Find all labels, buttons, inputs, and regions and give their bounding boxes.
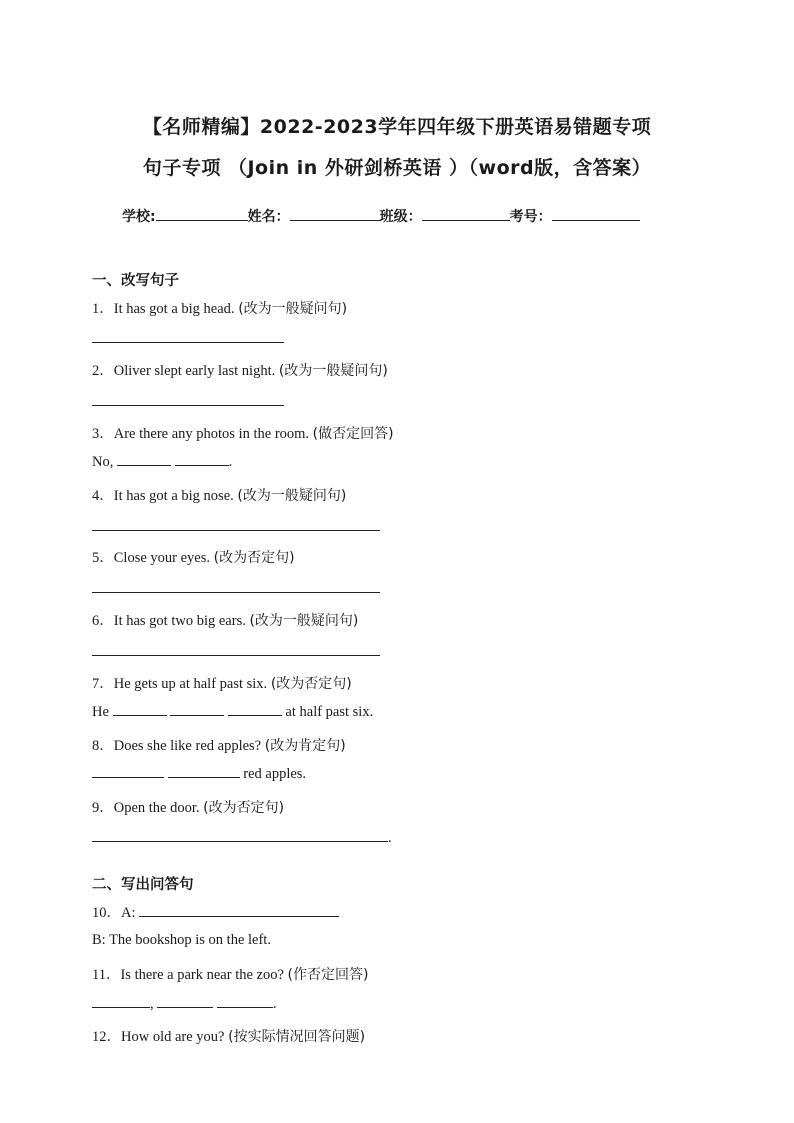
question-instruction: (改为否定句) [203,800,285,816]
answer-blank[interactable] [217,995,273,1008]
question-text: A: [121,905,140,921]
answer-blank[interactable] [168,765,240,778]
question-number: 8． [92,738,114,754]
question-text: How old are you? [121,1029,229,1045]
answer-line-6[interactable] [92,655,380,656]
answer-suffix: at half past six. [285,704,374,720]
question-number: 1． [92,301,114,317]
question-instruction: (按实际情况回答问题) [228,1029,366,1045]
question-instruction: (作否定回答) [287,967,369,983]
question-2 [92,359,388,380]
question-text: Close your eyes. [113,550,214,566]
question-number: 12． [92,1029,121,1045]
answer-blank[interactable] [170,703,224,716]
section-heading-qa: 二、写出问答句 [92,877,194,893]
question-text: It has got two big ears. [113,613,250,629]
answer-prefix: No, [92,454,114,470]
question-text: It has got a big head. [113,301,239,317]
name-blank[interactable] [290,206,380,221]
question-12 [92,1025,365,1046]
answer-row-10: B: The bookshop is on the left. [92,932,271,948]
question-number: 4． [92,488,114,504]
question-8 [92,734,346,755]
answer-suffix: . [388,830,392,846]
student-info-row [122,206,640,226]
question-4 [92,484,346,505]
section-heading-rewrite: 一、改写句子 [92,273,179,289]
name-label: 姓名： [247,209,290,225]
answer-blank[interactable] [117,453,171,466]
question-text: Is there a park near the zoo? [120,967,288,983]
question-number: 2． [92,363,114,379]
question-number: 11． [92,967,121,983]
question-9 [92,796,284,817]
answer-suffix: . [272,996,277,1012]
exam-no-blank[interactable] [552,206,640,221]
answer-line-2[interactable] [92,405,284,406]
answer-blank[interactable] [92,995,150,1008]
answer-prefix: He [92,704,109,720]
question-11 [92,963,368,984]
answer-suffix: . [228,454,233,470]
title-line-2: 句子专项 （Join in 外研剑桥英语 ）（word版，含答案） [142,157,652,179]
answer-blank[interactable] [175,453,229,466]
question-6 [92,609,358,630]
school-label: 学校: [122,209,156,225]
class-label: 班级： [379,209,422,225]
question-text: Open the door. [113,800,204,816]
question-number: 9． [92,800,114,816]
answer-blank[interactable] [92,829,388,842]
question-instruction: (改为一般疑问句) [238,301,348,317]
question-7 [92,672,352,693]
question-number: 10． [92,905,121,921]
question-instruction: (改为否定句) [270,676,352,692]
question-number: 6． [92,613,114,629]
answer-row-11 [92,995,277,1013]
answer-blank[interactable] [92,765,164,778]
question-instruction: (改为一般疑问句) [278,363,388,379]
question-1 [92,297,347,318]
question-5 [92,546,295,567]
title-line-1: 【名师精编】2022-2023学年四年级下册英语易错题专项 [142,116,652,138]
question-instruction: (改为一般疑问句) [249,613,359,629]
answer-line-1[interactable] [92,342,284,343]
question-text: Does she like red apples? [113,738,265,754]
class-blank[interactable] [422,206,510,221]
question-text: Are there any photos in the room. [113,426,313,442]
question-3 [92,422,394,443]
question-text: He gets up at half past six. [113,676,271,692]
question-number: 7． [92,676,114,692]
question-number: 5． [92,550,114,566]
answer-row-8 [92,765,306,783]
question-text: Oliver slept early last night. [113,363,279,379]
answer-line-4[interactable] [92,530,380,531]
question-text: It has got a big nose. [113,488,238,504]
question-instruction: (改为肯定句) [264,738,346,754]
answer-row-7 [92,703,373,721]
school-blank[interactable] [156,206,248,221]
answer-blank[interactable] [113,703,167,716]
answer-row-9 [92,829,392,847]
answer-blank[interactable] [228,703,282,716]
question-10 [92,901,339,922]
question-instruction: (改为否定句) [213,550,295,566]
exam-no-label: 考号： [509,209,552,225]
question-number: 3． [92,426,114,442]
answer-comma: , [150,996,154,1012]
question-instruction: (做否定回答) [312,426,394,442]
answer-blank[interactable] [139,904,339,917]
answer-row-3 [92,453,232,471]
answer-line-5[interactable] [92,592,380,593]
answer-blank[interactable] [157,995,213,1008]
answer-suffix: red apples. [243,766,307,782]
question-instruction: (改为一般疑问句) [237,488,347,504]
